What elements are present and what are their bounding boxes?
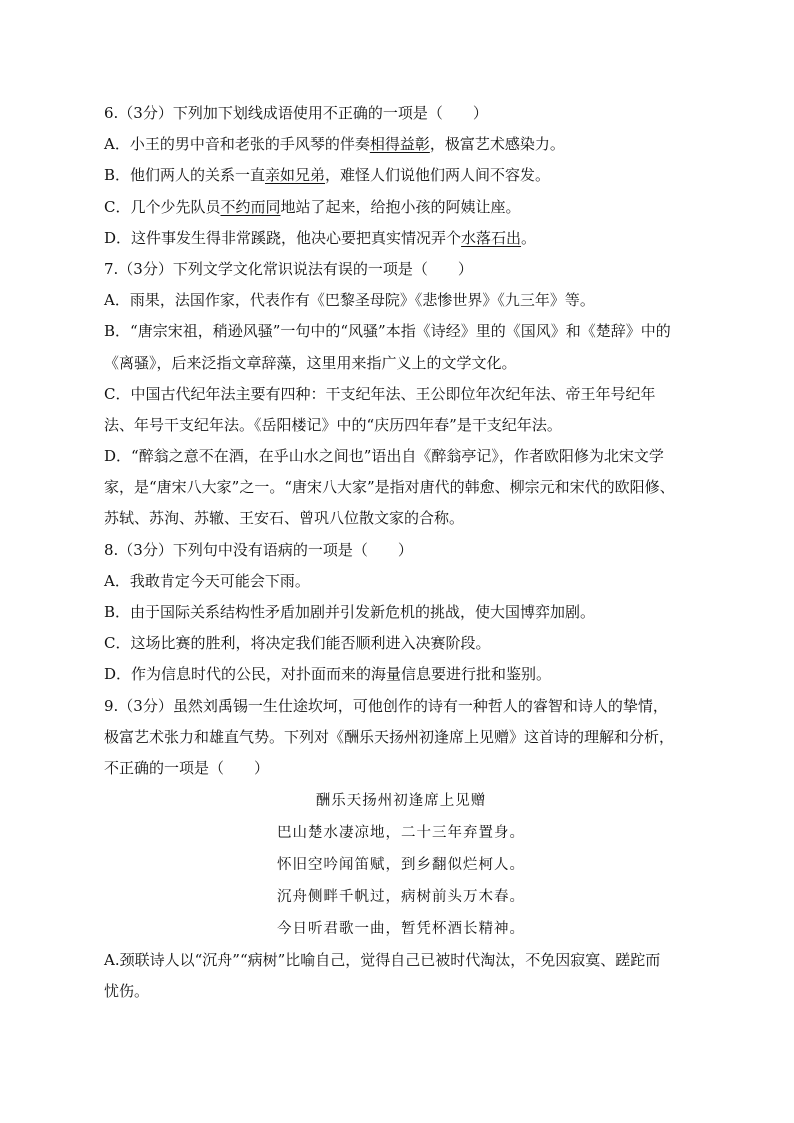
q6-c-pre: C．几个少先队员 <box>104 197 221 216</box>
poem-line-4: 今日听君歌一曲，暂凭杯酒长精神。 <box>277 921 525 938</box>
q6-a-underlined-idiom: 相得益彰 <box>369 135 430 154</box>
q6-b-post: ，难怪人们说他们两人间不容发。 <box>325 166 551 185</box>
q6-c-post: 地站了起来，给抱小孩的阿姨让座。 <box>280 197 521 216</box>
q9-option-a-line2: 忧伤。 <box>104 982 150 1001</box>
exam-page <box>104 98 698 1008</box>
q6-option-a <box>104 129 698 160</box>
q7-stem: 7.（3分）下列文学文化常识说法有误的一项是（ ） <box>104 259 473 278</box>
q9-stem-line1: 9.（3分）虽然刘禹锡一生仕途坎坷，可他创作的诗有一种哲人的睿智和诗人的挚情， <box>104 696 668 715</box>
q7-option-c-line2: 法、年号干支纪年法。《岳阳楼记》中的“庆历四年春”是干支纪年法。 <box>104 415 562 434</box>
q6-option-c <box>104 192 698 223</box>
q6-d-pre: D．这件事发生得非常蹊跷，他决心要把真实情况弄个 <box>104 228 462 247</box>
q6-c-underlined-idiom: 不约而同 <box>220 197 281 216</box>
q7-option-a: A．雨果，法国作家，代表作有《巴黎圣母院》《悲惨世界》《九三年》等。 <box>104 291 595 310</box>
q6-d-post: 。 <box>521 228 537 247</box>
q6-b-underlined-idiom: 亲如兄弟 <box>265 166 326 185</box>
q8-option-d: D．作为信息时代的公民，对扑面而来的海量信息要进行批和鉴别。 <box>104 665 552 684</box>
poem-block <box>104 785 698 945</box>
poem-line-2: 怀旧空吟闻笛赋，到乡翻似烂柯人。 <box>277 857 525 874</box>
poem-line-1: 巴山楚水凄凉地，二十三年弃置身。 <box>277 825 525 842</box>
q6-option-b <box>104 160 698 191</box>
poem-title: 酬乐天扬州初逢席上见赠 <box>315 793 487 810</box>
q6-a-pre: A．小王的男中音和老张的手风琴的伴奏 <box>104 135 370 154</box>
q9-stem-line2: 极富艺术张力和雄直气势。下列对《酬乐天扬州初逢席上见赠》这首诗的理解和分析， <box>104 727 675 746</box>
q7-option-d-line1: D．“醉翁之意不在酒，在乎山水之间也”语出自《醉翁亭记》，作者欧阳修为北宋文学 <box>104 447 664 466</box>
q8-option-b: B．由于国际关系结构性矛盾加剧并引发新危机的挑战，使大国博弈加剧。 <box>104 603 596 621</box>
q6-stem: 6.（3分）下列加下划线成语使用不正确的一项是（ ） <box>104 104 488 122</box>
q8-option-c: C．这场比赛的胜利，将决定我们能否顺利进入决赛阶段。 <box>104 634 491 653</box>
q7-option-d-line3: 苏轼、苏洵、苏辙、王安石、曾巩八位散文家的合称。 <box>104 509 465 528</box>
q9-stem-line3: 不正确的一项是（ ） <box>104 758 270 777</box>
q6-a-post: ，极富艺术感染力。 <box>429 135 565 154</box>
q6-d-underlined-idiom: 水落石出 <box>461 228 522 247</box>
q6-b-pre: B．他们两人的关系一直 <box>104 166 266 185</box>
q7-option-c-line1: C．中国古代纪年法主要有四种：干支纪年法、王公即位年次纪年法、帝王年号纪年 <box>104 384 656 403</box>
q9-option-a-line1: A.颈联诗人以“沉舟”“病树”比喻自己，觉得自己已被时代淘汰，不免因寂寞、蹉跎而 <box>104 951 661 970</box>
q8-stem: 8.（3分）下列句中没有语病的一项是（ ） <box>104 540 413 559</box>
poem-line-3: 沉舟侧畔千帆过，病树前头万木春。 <box>277 889 525 906</box>
q7-option-b-line1: B．“唐宗宋祖，稍逊风骚”一句中的“风骚”本指《诗经》里的《国风》和《楚辞》中的 <box>104 322 671 341</box>
q7-option-d-line2: 家，是“唐宋八大家”之一。“唐宋八大家”是指对唐代的韩愈、柳宗元和宋代的欧阳修、 <box>104 478 675 497</box>
q8-option-a: A．我敢肯定今天可能会下雨。 <box>104 571 310 590</box>
q6-option-d <box>104 223 698 254</box>
q7-option-b-line2: 《离骚》，后来泛指文章辞藻，这里用来指广义上的文学文化。 <box>104 353 517 372</box>
